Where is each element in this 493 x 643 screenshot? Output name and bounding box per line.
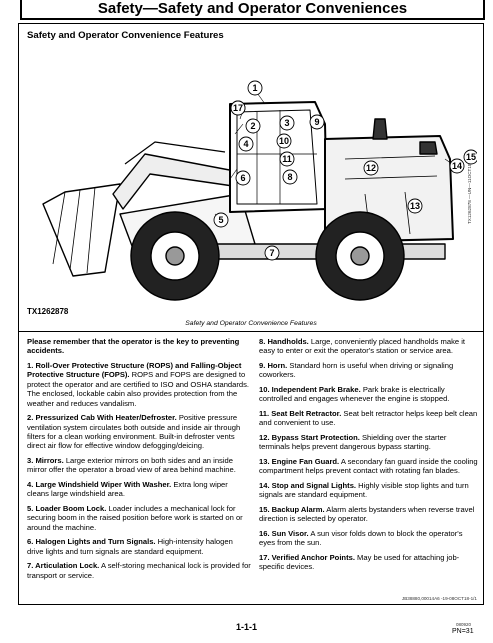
callout-6: 6 — [240, 173, 246, 183]
feature-item-17: 17. Verified Anchor Points. May be used for attaching job-specific devices. — [259, 553, 460, 572]
figure-id: TX1262878 — [27, 307, 69, 316]
callout-17: 17 — [232, 103, 244, 113]
callout-2: 2 — [250, 121, 256, 131]
feature-item-13: 13. Engine Fan Guard. A secondary fan guard inside the cooling compartment helps prevent contact with rotating fan blades. — [259, 457, 478, 476]
feature-column-left — [27, 337, 251, 585]
callout-7: 7 — [269, 248, 275, 258]
feature-item-6: 6. Halogen Lights and Turn Signals. High-intensity halogen drive lights and turn signals are standard equipment. — [27, 537, 233, 556]
feature-item-12: 12. Bypass Start Protection. Shielding over the starter terminals helps prevent dangerous bypass starting. — [259, 433, 447, 452]
callout-5: 5 — [218, 215, 224, 225]
callout-14: 14 — [451, 161, 463, 171]
callout-15: 15 — [465, 152, 477, 162]
document-code: JB38880,00014A6 -19-08OCT18-1/1 — [401, 596, 477, 601]
page-header: Safety—Safety and Operator Conveniences — [20, 0, 485, 20]
feature-item-11: 11. Seat Belt Retractor. Seat belt retractor helps keep belt clean and convenient to use. — [259, 409, 478, 428]
callout-1: 1 — [252, 83, 258, 93]
feature-item-1: 1. Roll-Over Protective Structure (ROPS) and Falling-Object Protective Structure (FOPS). ROPS and FOPS are designed to protect the operator and are certified to ISO and OSHA standards. The enclosed, lockable cabin also provides protection from the weather and reduces vandalism. — [27, 361, 250, 408]
feature-item-9: 9. Horn. Standard horn is useful when driving or signaling coworkers. — [259, 361, 454, 380]
intro-text: Please remember that the operator is the key to preventing accidents. — [27, 337, 240, 356]
feature-item-8: 8. Handholds. Large, conveniently placed handholds make it easy to enter or exit the operator's station or service area. — [259, 337, 465, 356]
callout-3: 3 — [284, 118, 290, 128]
figure-caption: Safety and Operator Convenience Features — [185, 320, 317, 327]
callout-12: 12 — [365, 163, 377, 173]
figure-side-code: TX1262878 —UN—11OCT18 — [467, 163, 472, 224]
wheel-loader-illustration — [25, 44, 477, 312]
page-code: PN=31 — [452, 628, 474, 635]
caption-divider — [19, 331, 483, 332]
callout-8: 8 — [287, 172, 293, 182]
callout-10: 10 — [278, 136, 290, 146]
panel-title: Safety and Operator Convenience Features — [27, 30, 224, 41]
feature-item-10: 10. Independent Park Brake. Park brake is electrically controlled and engages whenever the engine is stopped. — [259, 385, 450, 404]
content-panel — [18, 23, 484, 605]
page-code-top: 080920 — [456, 622, 472, 627]
callout-9: 9 — [314, 117, 320, 127]
feature-item-2: 2. Pressurized Cab With Heater/Defroster. Positive pressure ventilation system circulates both outside and inside air through filters for a clean working environment. Built-in defroster vents direct air flow for effective window defogging/deicing. — [27, 413, 241, 451]
feature-column-right — [259, 337, 479, 577]
feature-item-16: 16. Sun Visor. A sun visor folds down to block the operator's eyes from the sun. — [259, 529, 463, 548]
feature-item-7: 7. Articulation Lock. A self-storing mechanical lock is provided for transport or service. — [27, 561, 251, 580]
callout-13: 13 — [409, 201, 421, 211]
callout-4: 4 — [243, 139, 249, 149]
feature-item-3: 3. Mirrors. Large exterior mirrors on both sides and an inside mirror offer the operator a broad view of area behind machine. — [27, 456, 236, 475]
feature-item-5: 5. Loader Boom Lock. Loader includes a mechanical lock for securing boom in the raised position before work is started on or around the machine. — [27, 504, 243, 532]
page-number: 1-1-1 — [235, 622, 257, 632]
feature-item-15: 15. Backup Alarm. Alarm alerts bystanders when reverse travel direction is selected by operator. — [259, 505, 475, 524]
feature-item-14: 14. Stop and Signal Lights. Highly visible stop lights and turn signals are standard equipment. — [259, 481, 469, 500]
callout-11: 11 — [282, 154, 292, 164]
feature-item-4: 4. Large Windshield Wiper With Washer. Extra long wiper cleans large windshield area. — [27, 480, 228, 499]
